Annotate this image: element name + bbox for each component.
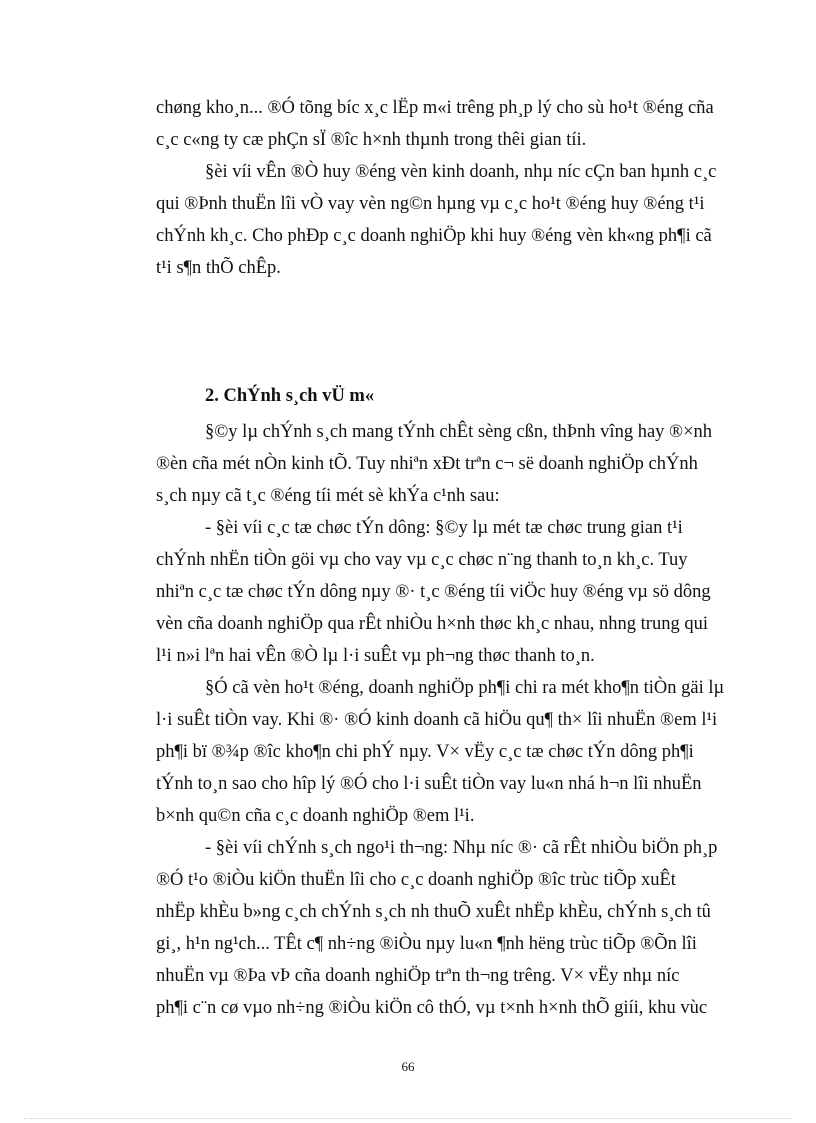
body-text-line: ph¶i bï ®¾p ®îc kho¶n chi phÝ nµy. V× vËy c¸c tæ chøc tÝn dông ph¶i: [156, 742, 694, 762]
body-text-line: chøng kho¸n... ®Ó tõng bíc x¸c lËp m«i trêng ph¸p lý cho sù ho¹t ®éng cña: [156, 98, 714, 118]
page-bottom-divider: [24, 1118, 792, 1119]
body-text-line: b×nh qu©n cña c¸c doanh nghiÖp ®em l¹i.: [156, 806, 475, 826]
body-text-line: t¹i s¶n thÕ chÊp.: [156, 258, 281, 278]
body-text-line: §Ó cã vèn ho¹t ®éng, doanh nghiÖp ph¶i chi ra mét kho¶n tiÒn gäi lµ: [205, 678, 725, 698]
body-text-line: ph¶i c¨n cø vµo nh÷ng ®iÒu kiÖn cô thÓ, vµ t×nh h×nh thÕ giíi, khu vùc: [156, 998, 708, 1018]
body-text-line: - §èi víi c¸c tæ chøc tÝn dông: §©y lµ mét tæ chøc trung gian t¹i: [205, 518, 683, 538]
body-text-line: s¸ch nµy cã t¸c ®éng tíi mét sè khÝa c¹nh sau:: [156, 486, 500, 506]
body-text-line: nhËp khÈu b»ng c¸ch chÝnh s¸ch nh thuÕ xuÊt nhËp khÈu, chÝnh s¸ch tû: [156, 902, 711, 922]
body-text-line: l¹i n»i lªn hai vÊn ®Ò lµ l·i suÊt vµ ph¬ng thøc thanh to¸n.: [156, 646, 595, 666]
section-heading: 2. ChÝnh s¸ch vÜ m«: [205, 386, 375, 406]
body-text-line: l·i suÊt tiÒn vay. Khi ®· ®Ó kinh doanh cã hiÖu qu¶ th× lîi nhuËn ®em l¹i: [156, 710, 718, 730]
body-text-line: chÝnh nhËn tiÒn göi vµ cho vay vµ c¸c chøc n¨ng thanh to¸n kh¸c. Tuy: [156, 550, 688, 570]
body-text-line: - §èi víi chÝnh s¸ch ngo¹i th¬ng: Nhµ níc ®· cã rÊt nhiÒu biÖn ph¸p: [205, 838, 718, 858]
body-text-line: gi¸, h¹n ng¹ch... TÊt c¶ nh÷ng ®iÒu nµy lu«n ¶nh hëng trùc tiÕp ®Õn lîi: [156, 934, 697, 954]
body-text-line: §èi víi vÊn ®Ò huy ®éng vèn kinh doanh, nhµ níc cÇn ban hµnh c¸c: [205, 162, 717, 182]
body-text-line: nhiªn c¸c tæ chøc tÝn dông nµy ®· t¸c ®éng tíi viÖc huy ®éng vµ sö dông: [156, 582, 711, 602]
body-text-line: c¸c c«ng ty cæ phÇn sÏ ®îc h×nh thµnh trong thêi gian tíi.: [156, 130, 587, 150]
page-number: 66: [401, 1059, 415, 1074]
body-text-line: tÝnh to¸n sao cho hîp lý ®Ó cho l·i suÊt tiÒn vay lu«n nhá h¬n lîi nhuËn: [156, 774, 702, 794]
body-text-line: qui ®Þnh thuËn lîi vÒ vay vèn ng©n hµng vµ c¸c ho¹t ®éng huy ®éng t¹i: [156, 194, 705, 214]
body-text-line: §©y lµ chÝnh s¸ch mang tÝnh chÊt sèng cßn, thÞnh vîng hay ®×nh: [205, 422, 713, 442]
body-text-line: ®èn cña mét nÒn kinh tÕ. Tuy nhiªn xÐt trªn c¬ së doanh nghiÖp chÝnh: [156, 454, 698, 474]
body-text-line: ®Ó t¹o ®iÒu kiÖn thuËn lîi cho c¸c doanh nghiÖp ®îc trùc tiÕp xuÊt: [156, 870, 676, 890]
body-text-line: vèn cña doanh nghiÖp qua rÊt nhiÒu h×nh thøc kh¸c nhau, nhng trung qui: [156, 614, 708, 634]
body-text-line: chÝnh kh¸c. Cho phÐp c¸c doanh nghiÖp khi huy ®éng vèn kh«ng ph¶i cã: [156, 226, 712, 246]
body-text-line: nhuËn vµ ®Þa vÞ cña doanh nghiÖp trªn th¬ng trêng. V× vËy nhµ níc: [156, 966, 680, 986]
